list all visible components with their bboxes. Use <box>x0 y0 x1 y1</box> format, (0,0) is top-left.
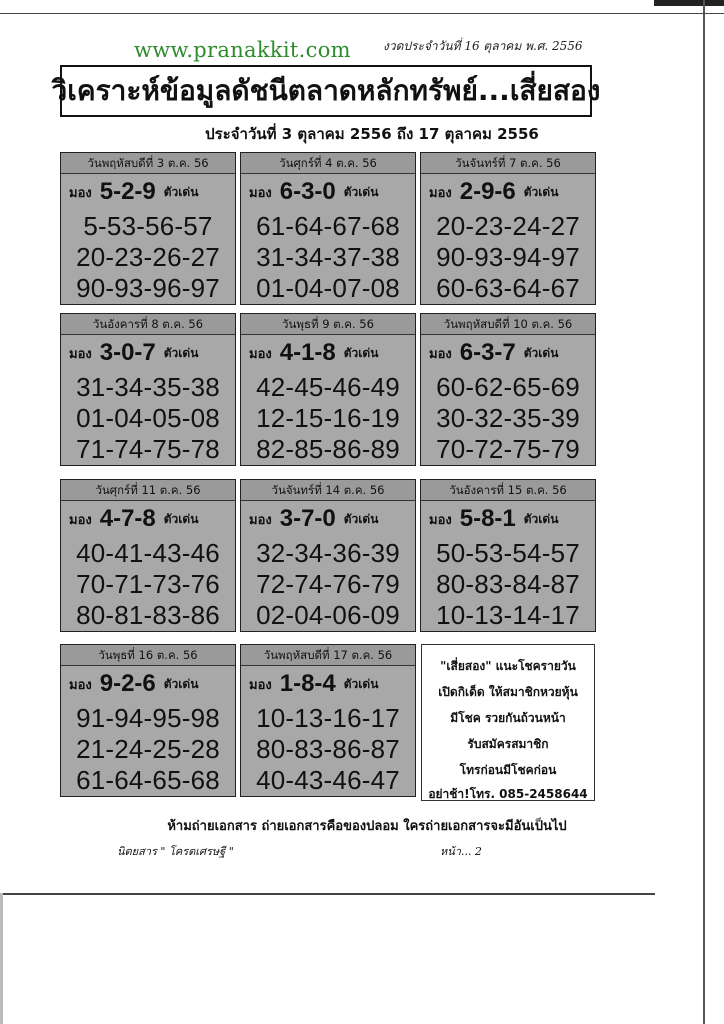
mong-label: มอง <box>249 512 272 528</box>
copy-warning: ห้ามถ่ายเอกสาร ถ่ายเอกสารคือของปลอม ใครถ่ายเอกสารจะมีอันเป็นไป <box>167 819 567 834</box>
highlight-label: ตัวเด่น <box>523 184 559 199</box>
promo-line-1: "เสี่ยสอง" แนะโชครายวัน <box>440 659 576 673</box>
highlight-label: ตัวเด่น <box>343 511 379 526</box>
card-main-row <box>421 173 595 211</box>
scan-rule-top <box>0 13 724 14</box>
card-main-row <box>241 500 415 538</box>
forecast-card <box>240 479 416 632</box>
mong-label: มอง <box>69 512 92 528</box>
page-title: วิเคราะห์ข้อมูลดัชนีตลาดหลักทรัพย์...เสี่ยสอง <box>51 74 601 107</box>
highlight-label: ตัวเด่น <box>163 676 199 691</box>
main-numbers: 3-0-7 <box>99 339 156 366</box>
page-edge-bottom <box>0 893 655 895</box>
mong-label: มอง <box>249 346 272 362</box>
mong-label: มอง <box>249 677 272 693</box>
card-main-row <box>421 334 595 372</box>
number-row: 01-04-07-08 <box>256 273 400 303</box>
number-row: 60-63-64-67 <box>436 273 580 303</box>
card-main-row <box>241 334 415 372</box>
mong-label: มอง <box>429 346 452 362</box>
highlight-label: ตัวเด่น <box>163 184 199 199</box>
number-row: 90-93-96-97 <box>76 273 220 303</box>
scan-edge-top <box>0 0 724 6</box>
number-row: 20-23-26-27 <box>76 242 220 272</box>
card-date: วันพฤหัสบดีที่ 3 ต.ค. 56 <box>61 153 235 174</box>
number-row: 20-23-24-27 <box>436 211 580 241</box>
number-row: 21-24-25-28 <box>76 734 220 764</box>
card-date: วันพุธที่ 16 ต.ค. 56 <box>61 645 235 666</box>
main-numbers: 5-8-1 <box>459 505 516 532</box>
title-box <box>51 65 601 117</box>
main-numbers: 9-2-6 <box>99 670 156 697</box>
number-row: 42-45-46-49 <box>256 372 400 402</box>
main-numbers: 6-3-7 <box>459 339 516 366</box>
page-edge-right <box>703 0 705 1024</box>
page-number: หน้า... 2 <box>440 845 482 858</box>
card-main-row <box>421 500 595 538</box>
number-row: 5-53-56-57 <box>83 211 213 241</box>
card-main-row <box>61 500 235 538</box>
number-row: 10-13-16-17 <box>256 703 400 733</box>
number-row: 71-74-75-78 <box>76 434 220 464</box>
promo-line-3: มีโชค รวยกันถ้วนหน้า <box>450 711 566 725</box>
forecast-card <box>60 644 236 797</box>
number-row: 32-34-36-39 <box>256 538 400 568</box>
card-date: วันศุกร์ที่ 4 ต.ค. 56 <box>241 153 415 174</box>
forecast-card <box>420 152 596 305</box>
number-row: 80-83-86-87 <box>256 734 400 764</box>
number-row: 70-72-75-79 <box>436 434 580 464</box>
forecast-card <box>60 479 236 632</box>
card-date: วันศุกร์ที่ 11 ต.ค. 56 <box>61 480 235 501</box>
highlight-label: ตัวเด่น <box>163 345 199 360</box>
number-row: 40-43-46-47 <box>256 765 400 795</box>
main-numbers: 2-9-6 <box>459 178 516 205</box>
mong-label: มอง <box>69 346 92 362</box>
page-edge-left <box>0 893 3 1024</box>
mong-label: มอง <box>69 677 92 693</box>
number-row: 80-81-83-86 <box>76 600 220 630</box>
number-row: 60-62-65-69 <box>436 372 580 402</box>
number-row: 91-94-95-98 <box>76 703 220 733</box>
card-date: วันจันทร์ที่ 7 ต.ค. 56 <box>421 153 595 174</box>
card-date: วันอังคารที่ 8 ต.ค. 56 <box>61 314 235 335</box>
highlight-label: ตัวเด่น <box>343 184 379 199</box>
highlight-label: ตัวเด่น <box>343 345 379 360</box>
card-main-row <box>61 173 235 211</box>
number-row: 61-64-65-68 <box>76 765 220 795</box>
promo-line-2: เปิดกิเด็ด ให้สมาชิกหวยหุ้น <box>438 685 578 699</box>
forecast-card <box>420 313 596 466</box>
promo-box <box>421 644 595 801</box>
number-row: 70-71-73-76 <box>76 569 220 599</box>
card-date: วันจันทร์ที่ 14 ต.ค. 56 <box>241 480 415 501</box>
main-numbers: 1-8-4 <box>279 670 336 697</box>
website-text: www.pranakkit.com <box>134 38 351 62</box>
forecast-card <box>240 644 416 797</box>
number-row: 82-85-86-89 <box>256 434 400 464</box>
highlight-label: ตัวเด่น <box>523 511 559 526</box>
number-row: 12-15-16-19 <box>256 403 400 433</box>
number-row: 02-04-06-09 <box>256 600 400 630</box>
forecast-card <box>60 152 236 305</box>
card-main-row <box>241 665 415 703</box>
card-main-row <box>61 665 235 703</box>
highlight-label: ตัวเด่น <box>163 511 199 526</box>
card-date: วันพฤหัสบดีที่ 10 ต.ค. 56 <box>421 314 595 335</box>
promo-phone: อย่าช้า!โทร. 085-2458644 <box>428 787 588 801</box>
number-row: 10-13-14-17 <box>436 600 580 630</box>
forecast-card <box>240 152 416 305</box>
main-numbers: 3-7-0 <box>279 505 336 532</box>
card-main-row <box>61 334 235 372</box>
card-date: วันพุธที่ 9 ต.ค. 56 <box>241 314 415 335</box>
magazine-name: นิตยสาร " โครตเศรษฐี " <box>117 845 234 858</box>
main-numbers: 4-7-8 <box>99 505 156 532</box>
mong-label: มอง <box>69 185 92 201</box>
card-date: วันอังคารที่ 15 ต.ค. 56 <box>421 480 595 501</box>
number-row: 50-53-54-57 <box>436 538 580 568</box>
number-row: 01-04-05-08 <box>76 403 220 433</box>
number-row: 80-83-84-87 <box>436 569 580 599</box>
number-row: 31-34-37-38 <box>256 242 400 272</box>
date-range: ประจำวันที่ 3 ตุลาคม 2556 ถึง 17 ตุลาคม 2556 <box>205 125 539 143</box>
highlight-label: ตัวเด่น <box>523 345 559 360</box>
forecast-card <box>420 479 596 632</box>
forecast-card <box>240 313 416 466</box>
highlight-label: ตัวเด่น <box>343 676 379 691</box>
card-date: วันพฤหัสบดีที่ 17 ต.ค. 56 <box>241 645 415 666</box>
main-numbers: 4-1-8 <box>279 339 336 366</box>
main-numbers: 5-2-9 <box>99 178 156 205</box>
forecast-card <box>60 313 236 466</box>
number-row: 30-32-35-39 <box>436 403 580 433</box>
promo-line-4: รับสมัครสมาชิก <box>467 737 549 751</box>
number-row: 72-74-76-79 <box>256 569 400 599</box>
number-row: 90-93-94-97 <box>436 242 580 272</box>
mong-label: มอง <box>429 512 452 528</box>
number-row: 40-41-43-46 <box>76 538 220 568</box>
promo-line-5: โทรก่อนมีโชคก่อน <box>459 763 557 777</box>
number-row: 31-34-35-38 <box>76 372 220 402</box>
number-row: 61-64-67-68 <box>256 211 400 241</box>
mong-label: มอง <box>249 185 272 201</box>
card-main-row <box>241 173 415 211</box>
issue-date: งวดประจำวันที่ 16 ตุลาคม พ.ศ. 2556 <box>383 39 583 53</box>
main-numbers: 6-3-0 <box>279 178 336 205</box>
mong-label: มอง <box>429 185 452 201</box>
